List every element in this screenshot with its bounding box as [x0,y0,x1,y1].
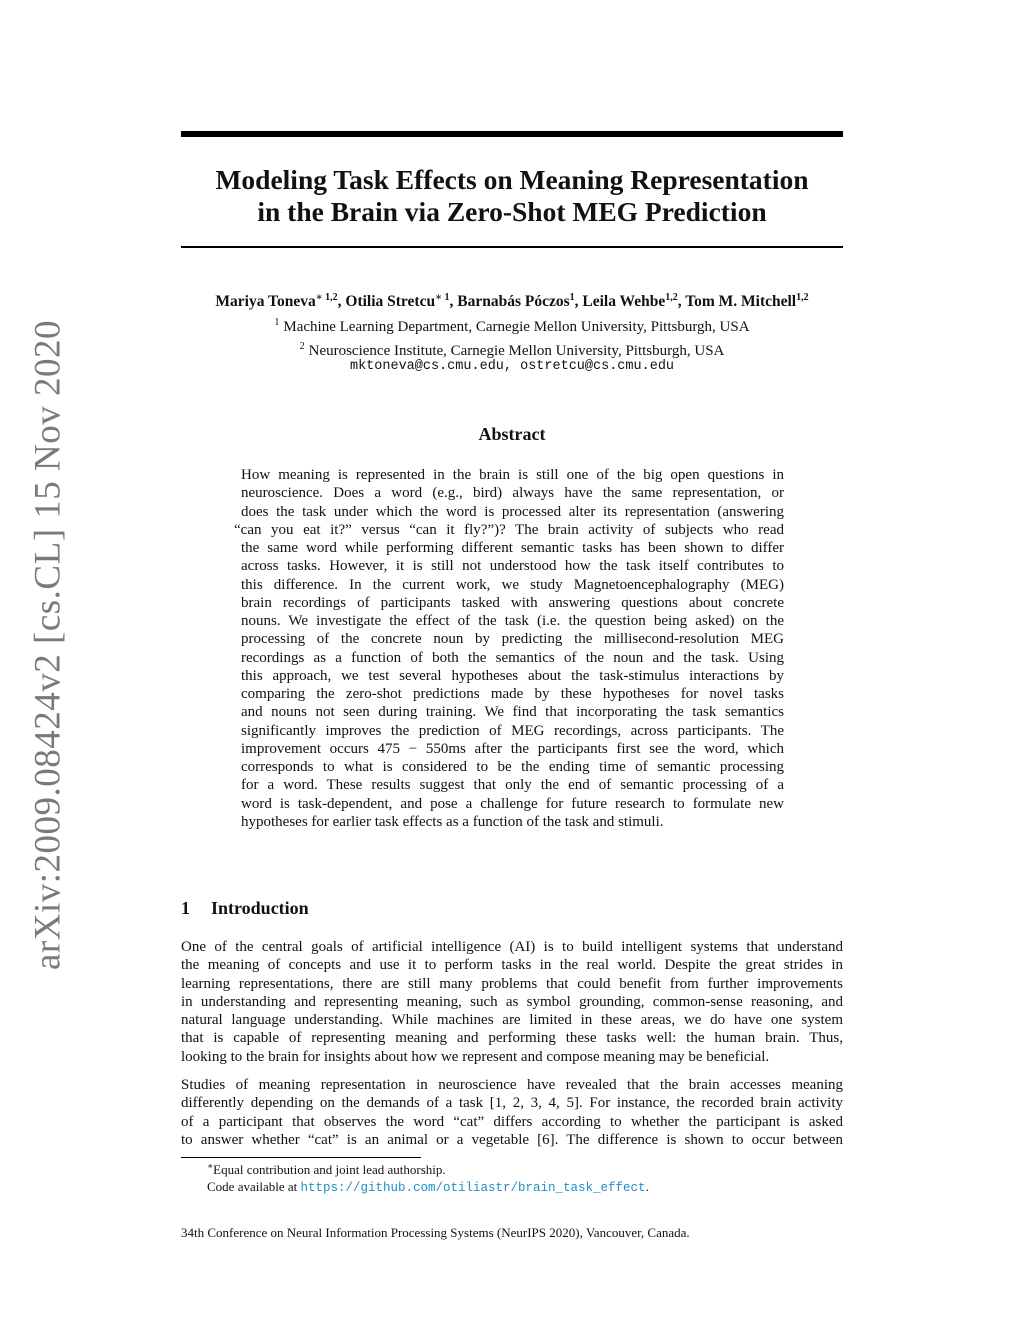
paragraph-line: learning representations, there are still many problems that could benefit from further improvements [181,975,843,992]
abstract-line: for a word. These results suggest that only the end of semantic processing of a [241,777,784,794]
title-line-1: Modeling Task Effects on Meaning Representation [215,164,809,195]
abstract-line: improvement occurs 475 − 550ms after the participants first see the word, which [241,740,784,757]
abstract-line: recordings as a function of both the semantics of the noun and the task. Using [241,649,784,666]
abstract-line: this approach, we test several hypotheses about the task-stimulus interactions by [241,667,784,684]
paragraph-line: differently depending on the demands of a task [1, 2, 3, 4, 5]. For instance, the recorded brain activity [181,1095,843,1112]
abstract-line: does the task under which the word is processed alter its representation (answering [241,503,784,520]
footnote-text: Equal contribution and joint lead authorship. [213,1162,446,1177]
footnote-equal-contribution [207,1161,446,1178]
abstract-line: neuroscience. Does a word (e.g., bird) always have the same representation, or [241,485,784,502]
paragraph-line: that is capable of representing meaning and performing these tasks well: the human brain. Thus, [181,1030,843,1047]
abstract-line: hypotheses for earlier task effects as a function of the task and stimuli. [241,813,664,830]
abstract-line: the same word while performing different semantic tasks has been shown to differ [241,540,784,556]
affiliation-text: Machine Learning Department, Carnegie Mellon University, Pittsburgh, USA [283,319,750,335]
abstract-heading: Abstract [478,424,546,444]
title-top-rule [181,131,843,137]
section-number: 1 [181,898,190,918]
paragraph-line: the meaning of concepts and use it to perform tasks in the real world. Despite the great strides in [181,957,843,974]
intro-paragraph-1 [181,938,843,1066]
title-line-2: in the Brain via Zero-Shot MEG Prediction [257,196,767,227]
author: Tom M. Mitchell$^{1,2}$ [685,292,809,310]
author: Leila Wehbe$^{1,2}$, [582,292,686,310]
author-affiliation-mark: ∗ 1,2 [315,292,338,303]
author: Otilia Stretcu$^{∗ 1}$, [345,292,458,310]
footnote-rule [181,1157,421,1158]
abstract-line: this difference. In the current work, we study Magnetoencephalography (MEG) [241,576,784,593]
affiliation-text: Neuroscience Institute, Carnegie Mellon University, Pittsburgh, USA [308,343,725,359]
paragraph-line: Studies of meaning representation in neuroscience have revealed that the brain accesses meaning [181,1077,843,1093]
author-affiliation-mark: 1 [569,292,575,303]
abstract-line: nouns. We investigate the effect of the task (i.e. the question being asked) on the [241,613,784,629]
affiliation-number: 1 [274,317,280,328]
footnote-mark: ∗ [207,1161,214,1171]
author-affiliation-mark: 1,2 [665,292,678,303]
abstract-line: significantly improves the prediction of MEG recordings, across participants. The [241,722,784,739]
abstract-line: “can you eat it?” versus “can it fly?”)? The brain activity of subjects who read [234,521,784,538]
conference-footer: 34th Conference on Neural Information Processing Systems (NeurIPS 2020), Vancouver, Canada. [181,1225,690,1240]
abstract-line: corresponds to what is considered to be the ending time of semantic processing [241,759,784,775]
section-heading-introduction [181,898,309,919]
paragraph-line: One of the central goals of artificial intelligence (AI) is to build intelligent systems that understand [181,939,843,955]
paragraph-line: natural language understanding. While machines are limited in these areas, we do have one system [181,1012,843,1028]
footnote-code-prefix: Code available at [207,1179,301,1194]
paragraph-line: looking to the brain for insights about how we represent and compose meaning may be beneficial. [181,1048,770,1065]
author: Barnabás Póczos$^1$, [457,292,583,310]
paragraph-line: to answer whether “cat” is an animal or a vegetable [6]. The difference is shown to occur between [181,1131,843,1148]
abstract-body [234,466,784,831]
footnote-code-suffix: . [645,1179,649,1194]
abstract-line: brain recordings of participants tasked with answering questions about concrete [241,594,784,611]
section-title: Introduction [211,898,309,918]
affiliation-number: 2 [299,341,305,352]
paragraph-line: of a participant that observes the word “cat” differs according to whether the participant is asked [181,1113,843,1130]
author-emails[interactable]: mktoneva@cs.cmu.edu, ostretcu@cs.cmu.edu [349,359,675,374]
author-affiliation-mark: ∗ 1 [435,292,450,303]
affiliation-2 [181,341,843,360]
intro-paragraph-2 [181,1076,843,1149]
paper-title [181,164,843,228]
arxiv-identifier-stamp: arXiv:2009.08424v2 [cs.CL] 15 Nov 2020 [27,320,69,970]
abstract-line: processing of the concrete noun by predicting the millisecond-resolution MEG [241,631,784,648]
footnote-code-availability [207,1179,649,1195]
abstract-line: comparing the zero-shot predictions made by these hypotheses for novel tasks [241,686,784,702]
affiliation-1 [181,317,843,336]
abstract-line: How meaning is represented in the brain is still one of the big open questions in [241,467,784,483]
author: Mariya Toneva$^{∗ 1,2}$, [215,292,346,310]
code-repository-link[interactable]: https://github.com/otiliastr/brain_task_effect [300,1181,646,1195]
paragraph-line: in understanding and representing meaning, such as symbol grounding, common-sense reasoning, and [181,993,843,1010]
abstract-line: word is task-dependent, and pose a challenge for future research to formulate new [241,795,784,812]
author-list [150,292,874,311]
abstract-line: across tasks. However, it is still not understood how the task itself contributes to [241,558,784,575]
author-affiliation-mark: 1,2 [796,292,809,303]
title-bottom-rule [181,246,843,248]
abstract-line: and nouns not seen during training. We find that incorporating the task semantics [241,704,784,721]
